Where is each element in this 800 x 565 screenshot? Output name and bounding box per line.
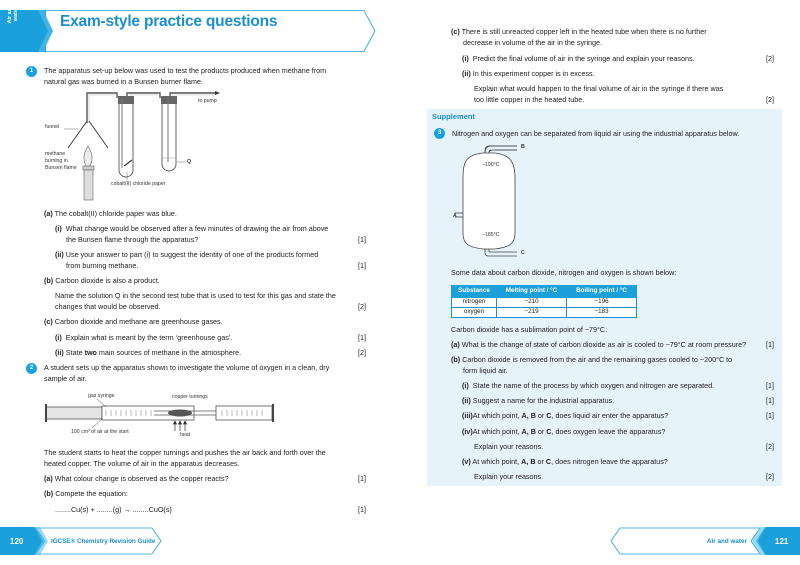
q1cii-mark: [2]: [358, 348, 366, 357]
supplement-title: Supplement: [432, 112, 475, 121]
q3biv-text: (iv)At which point, A, B or C, does oxygen leave the apparatus?: [462, 427, 666, 436]
q3biv-explain: Explain your reasons.: [474, 442, 544, 451]
label-heat: heat: [180, 432, 191, 438]
label-methane-2: burning in: [45, 158, 68, 164]
footer-right-banner: [610, 527, 800, 555]
page-number-left: 120: [10, 537, 24, 546]
q2-stem-line1: A student sets up the apparatus shown to investigate the volume of oxygen in a clean, dry: [44, 363, 330, 372]
label-bottom-temp: −185°C: [482, 232, 500, 238]
label-gas-syringe: gas syringe: [88, 393, 115, 399]
q1ci-mark: [1]: [358, 333, 366, 342]
q3biii-mark: [1]: [766, 411, 774, 420]
label-copper-turnings: copper turnings: [172, 394, 208, 400]
q2b-text: (b) Compete the equation:: [44, 489, 128, 498]
label-point-a: A: [453, 213, 457, 219]
label-to-pump: to pump: [198, 98, 217, 104]
q3bi-text: (i) State the name of the process by which oxygen and nitrogen are separated.: [462, 381, 715, 390]
q3bv-explain: Explain your reasons.: [474, 472, 544, 481]
q3bi-mark: [1]: [766, 381, 774, 390]
table-header: Melting point / °C: [497, 286, 567, 298]
q3bii-text: (ii) Suggest a name for the industrial apparatus.: [462, 396, 615, 405]
q2c-line1: (c) There is still unreacted copper left in the heated tube when there is no further: [451, 27, 707, 36]
label-cobalt-paper: cobalt(II) chloride paper: [111, 181, 166, 187]
q3bv-text: (v) At which point, A, B or C, does nitrogen leave the apparatus?: [462, 457, 668, 466]
q2cii-line2: too little copper in the heated tube.: [474, 95, 585, 104]
label-point-c: C: [521, 250, 525, 256]
q2-stem-line2: sample of air.: [44, 374, 87, 383]
q2ci-mark: [2]: [766, 54, 774, 63]
q2c-line2: decrease in volume of the air in the syringe.: [463, 38, 603, 47]
table-header: Boiling point / °C: [567, 286, 637, 298]
q2b-equation: ........Cu(s) + ........(g) → ........CuO(s): [55, 505, 172, 514]
q2a-text: (a) What colour change is observed as the copper reacts?: [44, 474, 229, 483]
q1b-text: (b) Carbon dioxide is also a product.: [44, 276, 160, 285]
question-number-1: 1: [26, 66, 37, 77]
q3biii-text: (iii)At which point, A, B or C, does liquid air enter the apparatus?: [462, 411, 669, 420]
q1-stem-line1: The apparatus set-up below was used to test the products produced when methane from: [44, 66, 327, 75]
q3biv-mark: [2]: [766, 442, 774, 451]
section-tab-label: Air and water: [7, 4, 19, 24]
label-funnel: funnel: [45, 124, 60, 130]
q3bv-mark: [2]: [766, 472, 774, 481]
q2cii-mark: [2]: [766, 95, 774, 104]
q1ai-line1: (i) What change would be observed after a few minutes of drawing the air from above: [55, 224, 329, 233]
q1ai-mark: [1]: [358, 235, 366, 244]
q2cii-line1: Explain what would happen to the final volume of air in the syringe if there was: [474, 84, 724, 93]
q3-stem: Nitrogen and oxygen can be separated from liquid air using the industrial apparatus below.: [452, 129, 740, 138]
q2-para-line1: The student starts to heat the copper turnings and pushes the air back and forth over the: [44, 448, 326, 457]
label-air-start: 100 cm³ of air at the start: [71, 429, 129, 435]
q1ai-line2: the Bunsen flame through the apparatus?: [66, 235, 199, 244]
q2a-mark: [1]: [358, 474, 366, 483]
substance-data-table: [451, 285, 637, 318]
footer-section-title: Air and water: [707, 538, 747, 545]
q3b-line1: (b) Carbon dioxide is removed from the air and the remaining gases cooled to −200°C to: [451, 355, 733, 364]
q1c-text: (c) Carbon dioxide and methane are greenhouse gases.: [44, 317, 223, 326]
fractional-distillation-column-diagram: [455, 143, 525, 258]
label-q: Q: [187, 159, 192, 165]
q2b-mark: [1]: [358, 505, 366, 514]
q3a-text: (a) What is the change of state of carbon dioxide as air is cooled to −79°C at room pressure?: [451, 340, 747, 349]
table-row: nitrogen −210 −196: [452, 297, 637, 307]
gas-syringe-diagram: [40, 395, 280, 445]
table-row: oxygen −219 −183: [452, 307, 637, 317]
q3bii-mark: [1]: [766, 396, 774, 405]
page-number-right: 121: [775, 537, 789, 546]
label-top-temp: −190°C: [482, 162, 500, 168]
label-methane-3: Bunsen flame: [45, 165, 77, 171]
q3-data-intro: Some data about carbon dioxide, nitrogen and oxygen is shown below:: [451, 268, 677, 277]
table-header: Substance: [452, 286, 497, 298]
footer-book-title: IGCSE® Chemistry Revision Guide: [51, 538, 156, 545]
question-number-3: 3: [434, 128, 445, 139]
q1b-line1: Name the solution Q in the second test tube that is used to test for this gas and state the: [55, 291, 336, 300]
q1aii-mark: [1]: [358, 261, 366, 270]
q1-stem-line2: natural gas was burned in a Bunsen burner flame.: [44, 77, 204, 86]
q2cii-text: (ii) In this experiment copper is in excess.: [462, 69, 595, 78]
q3a-mark: [1]: [766, 340, 774, 349]
q2-para-line2: heated copper. The volume of air in the apparatus decreases.: [44, 459, 240, 468]
q1aii-line1: (ii) Use your answer to part (i) to suggest the identity of one of the products formed: [55, 250, 319, 259]
header-tab-chevron: [36, 10, 54, 52]
label-methane-1: methane: [45, 151, 66, 157]
q1b-line2: changes that would be observed.: [55, 302, 161, 311]
q1aii-line2: from burning methane.: [66, 261, 139, 270]
page-title: Exam-style practice questions: [60, 13, 278, 30]
question-number-2: 2: [26, 363, 37, 374]
q1cii-text: (ii) State two main sources of methane in the atmosphere.: [55, 348, 242, 357]
q3-sublimation: Carbon dioxide has a sublimation point of −79°C.: [451, 325, 608, 334]
q2ci-text: (i) Predict the final volume of air in the syringe and explain your reasons.: [462, 54, 695, 63]
q3b-line2: form liquid air.: [463, 366, 508, 375]
q1a-text: (a) The cobalt(II) chloride paper was blue.: [44, 209, 177, 218]
label-point-b: B: [521, 144, 525, 150]
q1b-mark: [2]: [358, 302, 366, 311]
q1ci-text: (i) Explain what is meant by the term ‘greenhouse gas’.: [55, 333, 233, 342]
